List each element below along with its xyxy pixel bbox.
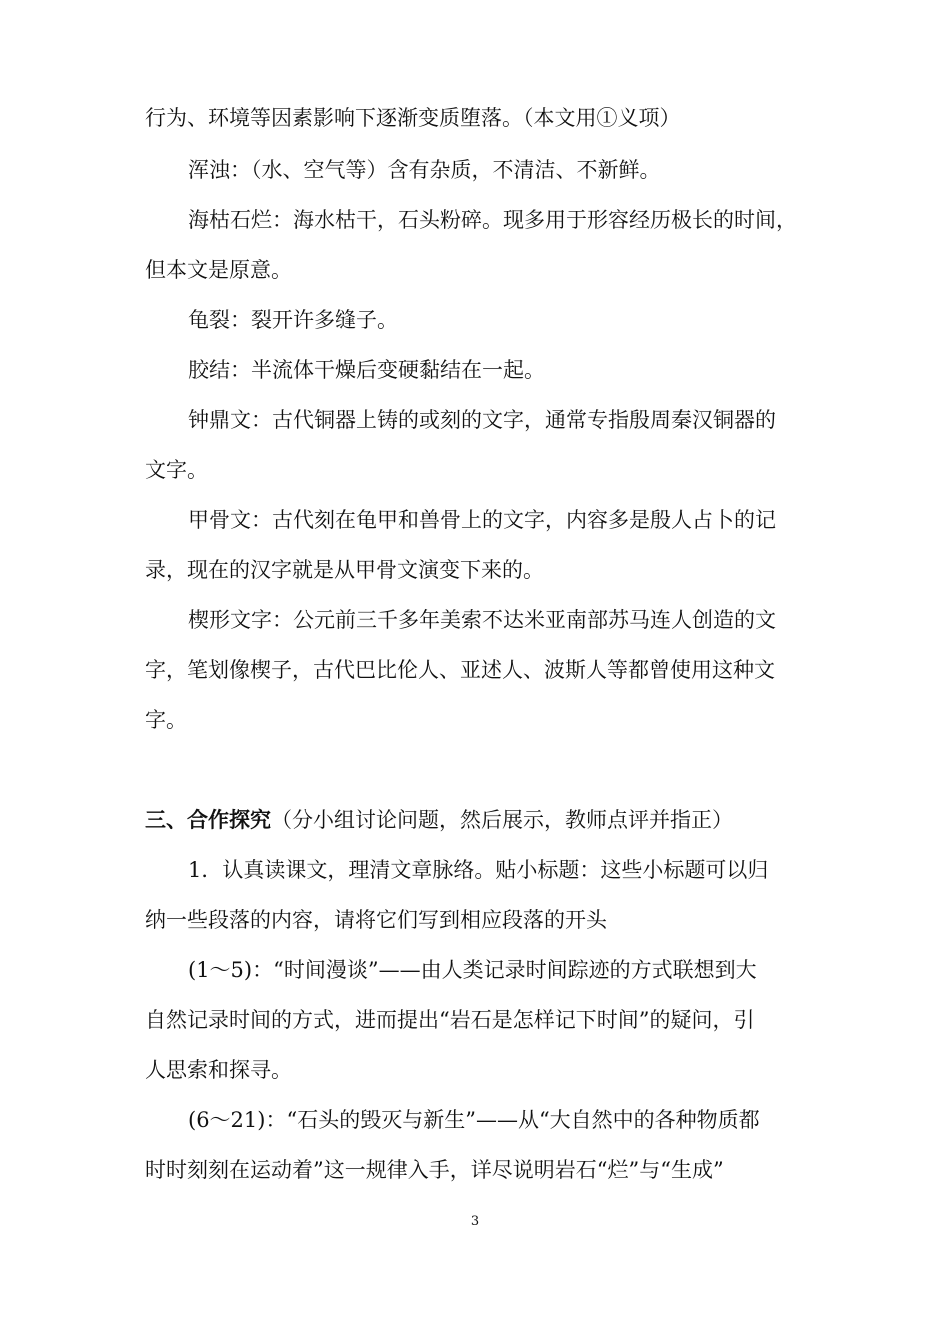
text-line: 人思索和探寻。 (145, 1058, 292, 1082)
text-line: 甲骨文：古代刻在龟甲和兽骨上的文字，内容多是殷人占卜的记 (188, 508, 776, 532)
text-line: 1．认真读课文，理清文章脉络。贴小标题：这些小标题可以归 (188, 858, 769, 882)
text-line: 钟鼎文：古代铜器上铸的或刻的文字，通常专指殷周秦汉铜器的 (188, 408, 776, 432)
text-line: (6～21)：“石头的毁灭与新生”——从“大自然中的各种物质都 (188, 1108, 760, 1132)
text-line: 但本文是原意。 (145, 258, 292, 282)
text-line: 时时刻刻在运动着”这一规律入手，详尽说明岩石“烂”与“生成” (145, 1158, 724, 1182)
text-line: 胶结：半流体干燥后变硬黏结在一起。 (188, 358, 545, 382)
text-line: 行为、环境等因素影响下逐渐变质堕落。（本文用①义项） (145, 106, 681, 130)
section-heading-title: 三、合作探究 (145, 807, 271, 832)
text-line: 文字。 (145, 458, 208, 482)
text-line: 字。 (145, 708, 187, 732)
section-heading-note: （分小组讨论问题，然后展示，教师点评并指正） (271, 808, 733, 832)
text-line: 浑浊：（水、空气等）含有杂质，不清洁、不新鲜。 (188, 158, 661, 182)
text-line: 录，现在的汉字就是从甲骨文演变下来的。 (145, 558, 544, 582)
text-line: 纳一些段落的内容，请将它们写到相应段落的开头 (145, 908, 607, 932)
text-line: (1～5)：“时间漫谈”——由人类记录时间踪迹的方式联想到大 (188, 958, 757, 982)
text-line: 海枯石烂：海水枯干，石头粉碎。现多用于形容经历极长的时间， (188, 208, 797, 232)
page-number: 3 (470, 1214, 480, 1229)
section-heading (145, 805, 825, 835)
text-line: 龟裂：裂开许多缝子。 (188, 308, 398, 332)
text-line: 楔形文字：公元前三千多年美索不达米亚南部苏马连人创造的文 (188, 608, 776, 632)
text-line: 自然记录时间的方式，进而提出“岩石是怎样记下时间”的疑问，引 (145, 1008, 755, 1032)
text-line: 字，笔划像楔子，古代巴比伦人、亚述人、波斯人等都曾使用这种文 (145, 658, 775, 682)
